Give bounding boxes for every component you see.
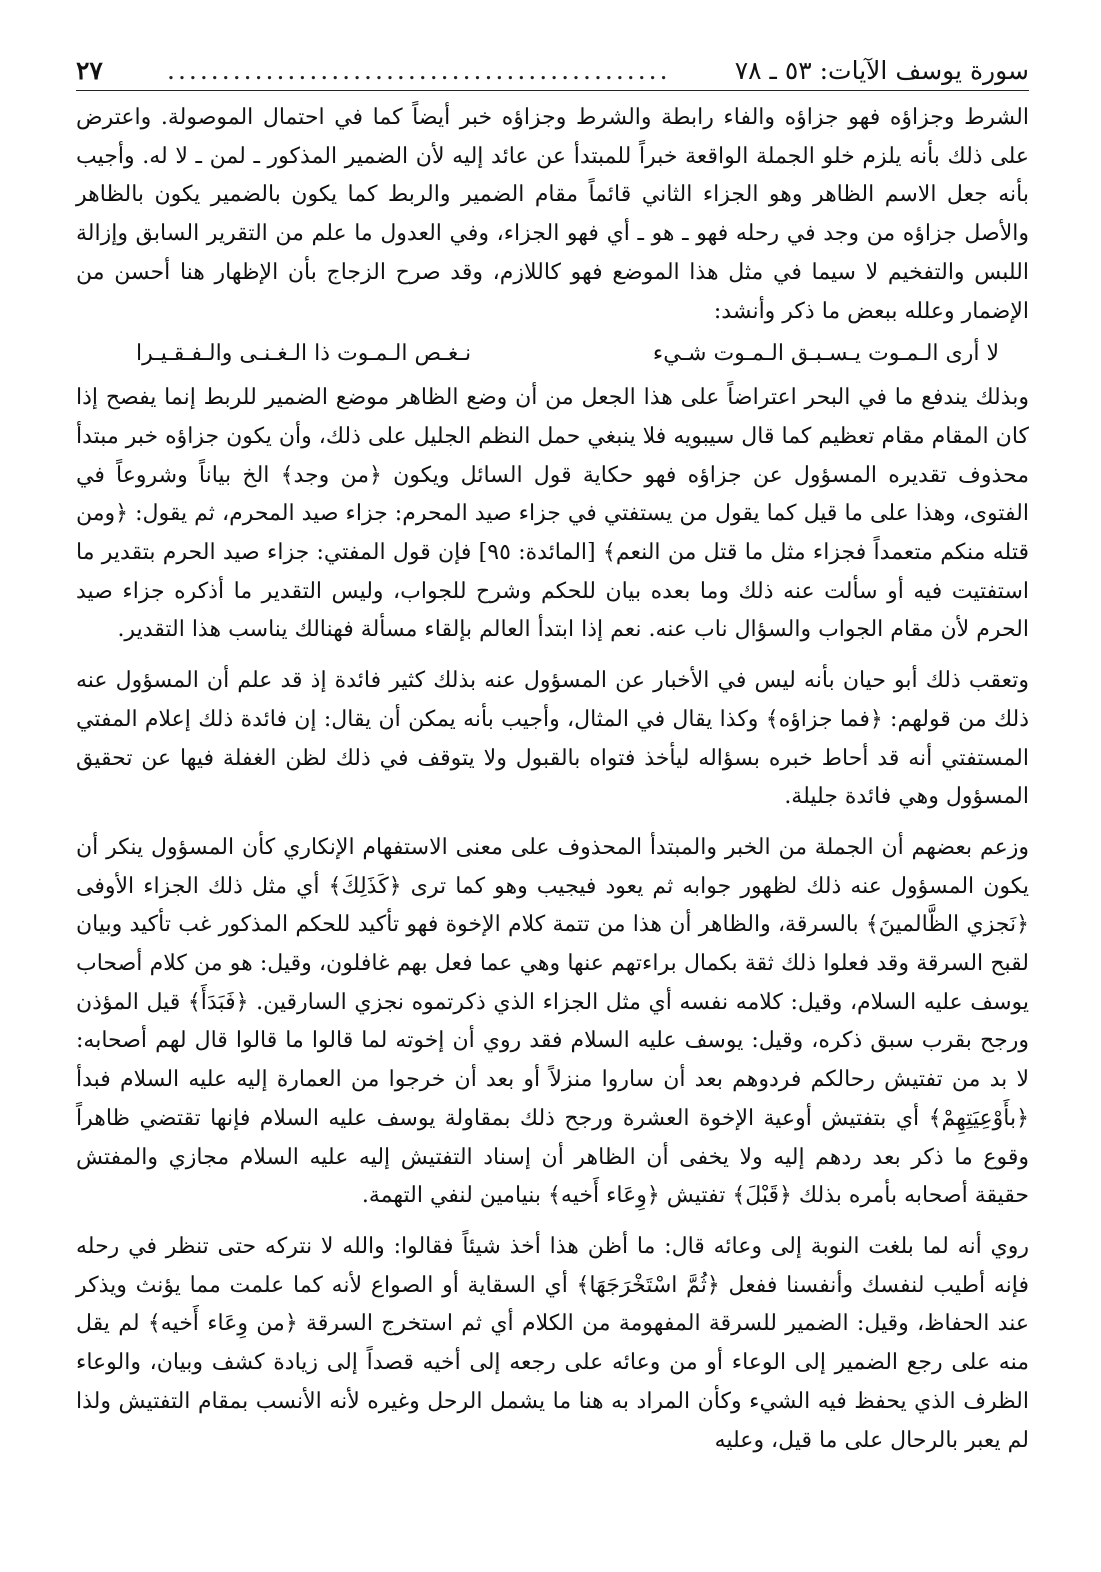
- poem-verse: [76, 331, 1029, 379]
- paragraph-2: وبذلك يندفع ما في البحر اعتراضاً على هذا الجعل من أن وضع الظاهر موضع الضمير للربط إنما يفصح إذا كان المقام مقام تعظيم كما قال سيبويه فلا ينبغي حمل النظم الجليل على ذلك، وأن يكون جزاؤه خبر مبتدأ محذوف تقديره المسؤول عن جزاؤه فهو حكاية قول السائل ويكون ﴿من وجد﴾ الخ بياناً وشروعاً في الفتوى، وهذا على ما قيل كما يقول من يستفتي في جزاء صيد المحرم: جزاء صيد المحرم، ثم يقول: ﴿ومن قتله منكم متعمداً فجزاء مثل ما قتل من النعم﴾ [المائدة: ٩٥] فإن قول المفتي: جزاء صيد الحرم بتقدير ما استفتيت فيه أو سألت عنه ذلك وما بعده بيان للحكم وشرح للجواب، وليس التقدير ما أذكره جزاء صيد الحرم لأن مقام الجواب والسؤال ناب عنه. نعم إذا ابتدأ العالم بإلقاء مسألة فهنالك يناسب هذا التقدير.: [76, 385, 1029, 643]
- page-number: ٢٧: [76, 56, 103, 85]
- poem-hemistich-second: نـغـص الـمـوت ذا الـغـنـى والـفـقـيـرا: [136, 341, 472, 367]
- running-header: [76, 54, 1029, 91]
- paragraph-1: الشرط وجزاؤه فهو جزاؤه والفاء رابطة والشرط وجزاؤه خبر أيضاً كما في احتمال الموصولة. واعترض على ذلك بأنه يلزم خلو الجملة الواقعة خبراً للمبتدأ عن عائد إليه لأن الضمير المذكور ـ لمن ـ لا له. وأجيب بأنه جعل الاسم الظاهر وهو الجزاء الثاني قائماً مقام الضمير والربط كما يكون بالضمير يكون بالظاهر والأصل جزاؤه من وجد في رحله فهو ـ هو ـ أي فهو الجزاء، وفي العدول ما علم من التقرير السابق وإزالة اللبس والتفخيم لا سيما في مثل هذا الموضع فهو كاللازم، وقد صرح الزجاج بأن الإظهار هنا أحسن من الإضمار وعلله ببعض ما ذكر وأنشد:: [76, 105, 1029, 324]
- paragraph-3: وتعقب ذلك أبو حيان بأنه ليس في الأخبار عن المسؤول عنه بذلك كثير فائدة إذ قد علم أن المسؤول عنه ذلك من قولهم: ﴿فما جزاؤه﴾ وكذا يقال في المثال، وأجيب بأنه يمكن أن يقال: إن فائدة ذلك إعلام المفتي المستفتي أنه قد أحاط خبره بسؤاله ليأخذ فتواه بالقبول ولا يتوقف في ذلك لظن الغفلة فيها عن تحقيق المسؤول وهي فائدة جليلة.: [76, 668, 1029, 810]
- chapter-title: سورة يوسف الآيات: ٥٣ ـ ٧٨: [734, 56, 1029, 85]
- paragraph-5: روي أنه لما بلغت النوبة إلى وعائه قال: ما أظن هذا أخذ شيئاً فقالوا: والله لا نتركه حتى تنظر في رحله فإنه أطيب لنفسك وأنفسنا ففعل ﴿ثُمَّ اسْتَخْرَجَهَا﴾ أي السقاية أو الصواع لأنه كما علمت مما يؤنث ويذكر عند الحفاظ، وقيل: الضمير للسرقة المفهومة من الكلام أي ثم استخرج السرقة ﴿من وِعَاء أَخيه﴾ لم يقل منه على رجع الضمير إلى الوعاء أو من وعائه على رجعه إلى أخيه قصداً إلى زيادة كشف وبيان، والوعاء الظرف الذي يحفظ فيه الشيء وكأن المراد به هنا ما يشمل الرحل وغيره لأنه الأنسب بمقام التفتيش ولذا لم يعبر بالرحال على ما قيل، وعليه: [76, 1233, 1029, 1453]
- paragraph-4: وزعم بعضهم أن الجملة من الخبر والمبتدأ المحذوف على معنى الاستفهام الإنكاري كأن المسؤول ينكر أن يكون المسؤول عنه ذلك لظهور جوابه ثم يعود فيجيب وهو كما ترى ﴿كَذَلِكَ﴾ أي مثل ذلك الجزاء الأوفى ﴿نَجزي الظَّالمينَ﴾ بالسرقة، والظاهر أن هذا من تتمة كلام الإخوة فهو تأكيد للحكم المذكور غب تأكيد وبيان لقبح السرقة وقد فعلوا ذلك ثقة بكمال براءتهم عنها وهي عما فعل بهم غافلون، وقيل: هو من كلام أصحاب يوسف عليه السلام، وقيل: كلامه نفسه أي مثل الجزاء الذي ذكرتموه نجزي السارقين. ﴿فَبَدَأَ﴾ قيل المؤذن ورجح بقرب سبق ذكره، وقيل: يوسف عليه السلام فقد روي أن إخوته لما قالوا ما قالوا قال لهم أصحابه: لا بد من تفتيش رحالكم فردوهم بعد أن ساروا منزلاً أو بعد أن خرجوا من العمارة إليه عليه السلام فبدأ ﴿بأَوْعِيَتِهِمْ﴾ أي بتفتيش أوعية الإخوة العشرة ورجح ذلك بمقاولة يوسف عليه السلام فإنها تقتضي ظاهراً وقوع ما ذكر بعد ردهم إليه ولا يخفى أن الظاهر أن إسناد التفتيش إليه عليه السلام مجازي والمفتش حقيقة أصحابه بأمره بذلك ﴿قَبْلَ﴾ تفتيش ﴿وِعَاء أَخيه﴾ بنيامين لنفي التهمة.: [76, 834, 1029, 1209]
- leader-dots: ..............................................: [167, 56, 671, 85]
- poem-hemistich-first: لا أرى الـمـوت يـسـبـق الـمـوت شـيء: [652, 341, 999, 367]
